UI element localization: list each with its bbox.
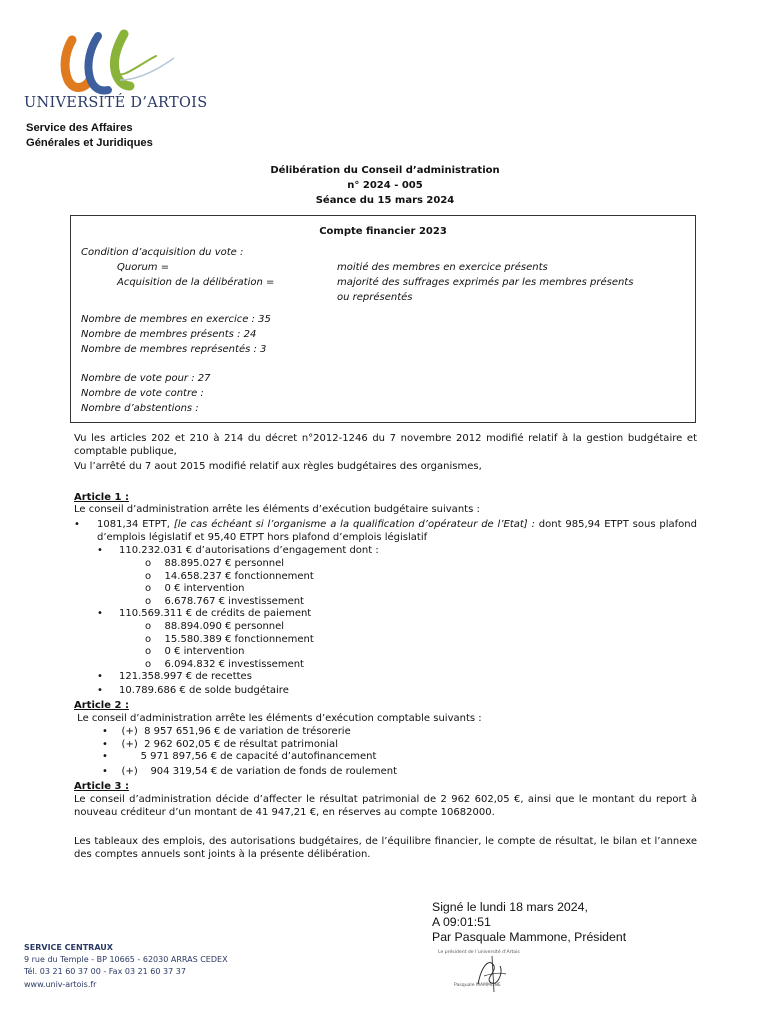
list-item: o 6.678.767 € investissement — [145, 595, 304, 607]
list-item: • (+) 2 962 602,05 € de résultat patrimonial — [102, 738, 338, 750]
list-item: • (+) 8 957 651,96 € de variation de trésorerie — [102, 726, 351, 737]
list-item: • 5 971 897,56 € de capacité d’autofinancement — [102, 751, 377, 763]
list-item: o 88.895.027 € personnel — [145, 558, 285, 569]
signature-signer: Par Pasquale Mammone, Président — [432, 930, 627, 944]
bullet: • — [97, 545, 103, 556]
signature-scribble — [468, 954, 518, 994]
acquisition-label: Acquisition de la délibération = — [117, 277, 275, 288]
deliberation-number: n° 2024 - 005 — [347, 180, 423, 191]
list-item: o 0 € intervention — [145, 646, 245, 657]
list-item: o 14.658.237 € fonctionnement — [145, 570, 314, 582]
bullet: • — [97, 685, 103, 696]
preamble-vu-1: Vu les articles 202 et 210 à 214 du décret n°2012-1246 du 7 novembre 2012 modifié relatif à la gestion budgétaire et comptable publique, — [74, 433, 697, 457]
ae-list — [145, 558, 314, 608]
session-date: Séance du 15 mars 2024 — [315, 195, 455, 206]
signature-date: Signé le lundi 18 mars 2024, — [432, 900, 588, 914]
list-item: o 15.580.389 € fonctionnement — [145, 633, 314, 645]
article-1-title: Article 1 : — [74, 492, 129, 503]
list-item: o 0 € intervention — [145, 583, 245, 594]
article-3-title: Article 3 : — [74, 781, 129, 792]
solde-budgetaire: 10.789.686 € de solde budgétaire — [119, 685, 289, 696]
quorum-value: moitié des membres en exercice présents — [337, 262, 548, 273]
preamble-vu-2: Vu l’arrêté du 7 aout 2015 modifié relatif aux règles budgétaires des organismes, — [74, 461, 482, 472]
service-name: Service des Affaires Générales et Juridiques — [26, 122, 153, 149]
etpt-line: 1081,34 ETPT, [le cas échéant si l’organisme a la qualification d’opérateur de l’Etat] : dont 985,94 ETPT sous plafond d’emplois législatif et 95,40 ETPT hors plafond d’emplois législatif — [97, 519, 697, 543]
footer-address: 9 rue du Temple - BP 10665 - 62030 ARRAS CEDEX — [24, 955, 228, 965]
footer-title: SERVICE CENTRAUX — [24, 943, 113, 952]
recettes: 121.358.997 € de recettes — [119, 671, 252, 682]
list-item: o 88.894.090 € personnel — [145, 621, 285, 632]
cp-total: 110.569.311 € de crédits de paiement — [119, 608, 312, 619]
abstentions: Nombre d’abstentions : — [81, 403, 199, 414]
article-2-intro: Le conseil d’administration arrête les éléments d’exécution comptable suivants : — [74, 713, 482, 724]
bullet: • — [74, 519, 80, 530]
list-item: o 6.094.832 € investissement — [145, 658, 304, 670]
acquisition-value: majorité des suffrages exprimés par les membres présents — [337, 277, 634, 288]
article-3-text: Le conseil d’administration décide d’affecter le résultat patrimonial de 2 962 602,05 €, ainsi que le montant du report à nouveau créditeur d’un montant de 41 947,21 €, en réserves au compte 10682000. — [74, 794, 697, 818]
footer — [24, 942, 228, 991]
bullet: • — [97, 608, 103, 619]
article-2-list — [102, 726, 397, 778]
ae-total: 110.232.031 € d’autorisations d’engagement dont : — [119, 545, 379, 556]
box-title: Compte financier 2023 — [319, 226, 447, 237]
votes-for: Nombre de vote pour : 27 — [81, 373, 211, 384]
bullet: • — [97, 671, 103, 682]
cp-list — [145, 621, 314, 671]
closing-paragraph: Les tableaux des emplois, des autorisations budgétaires, de l’équilibre financier, le compte de résultat, le bilan et l’annexe des comptes annuels sont joints à la présente délibération. — [74, 836, 697, 860]
quorum-label: Quorum = — [117, 262, 170, 273]
members-exercise: Nombre de membres en exercice : 35 — [81, 314, 271, 325]
article-2-title: Article 2 : — [74, 700, 129, 711]
footer-phone: Tél. 03 21 60 37 00 - Fax 03 21 60 37 37 — [24, 967, 186, 977]
article-1-intro: Le conseil d’administration arrête les éléments d’exécution budgétaire suivants : — [74, 504, 480, 515]
members-present: Nombre de membres présents : 24 — [81, 329, 257, 340]
university-name: UNIVERSITÉ D’ARTOIS — [24, 95, 208, 111]
members-represented: Nombre de membres représentés : 3 — [81, 344, 267, 355]
vote-box — [70, 215, 696, 423]
vote-condition: Condition d’acquisition du vote : — [81, 247, 244, 258]
list-item: • (+) 904 319,54 € de variation de fonds de roulement — [102, 765, 397, 777]
deliberation-title: Délibération du Conseil d’administration — [270, 165, 500, 176]
acquisition-value-2: ou représentés — [337, 292, 413, 303]
handwritten-signature: Le président de l’université d’Artois Pasquale MAMMONE — [438, 950, 558, 1000]
votes-against: Nombre de vote contre : — [81, 388, 204, 399]
signature-time: A 09:01:51 — [432, 915, 491, 929]
footer-website[interactable]: www.univ-artois.fr — [24, 979, 97, 989]
